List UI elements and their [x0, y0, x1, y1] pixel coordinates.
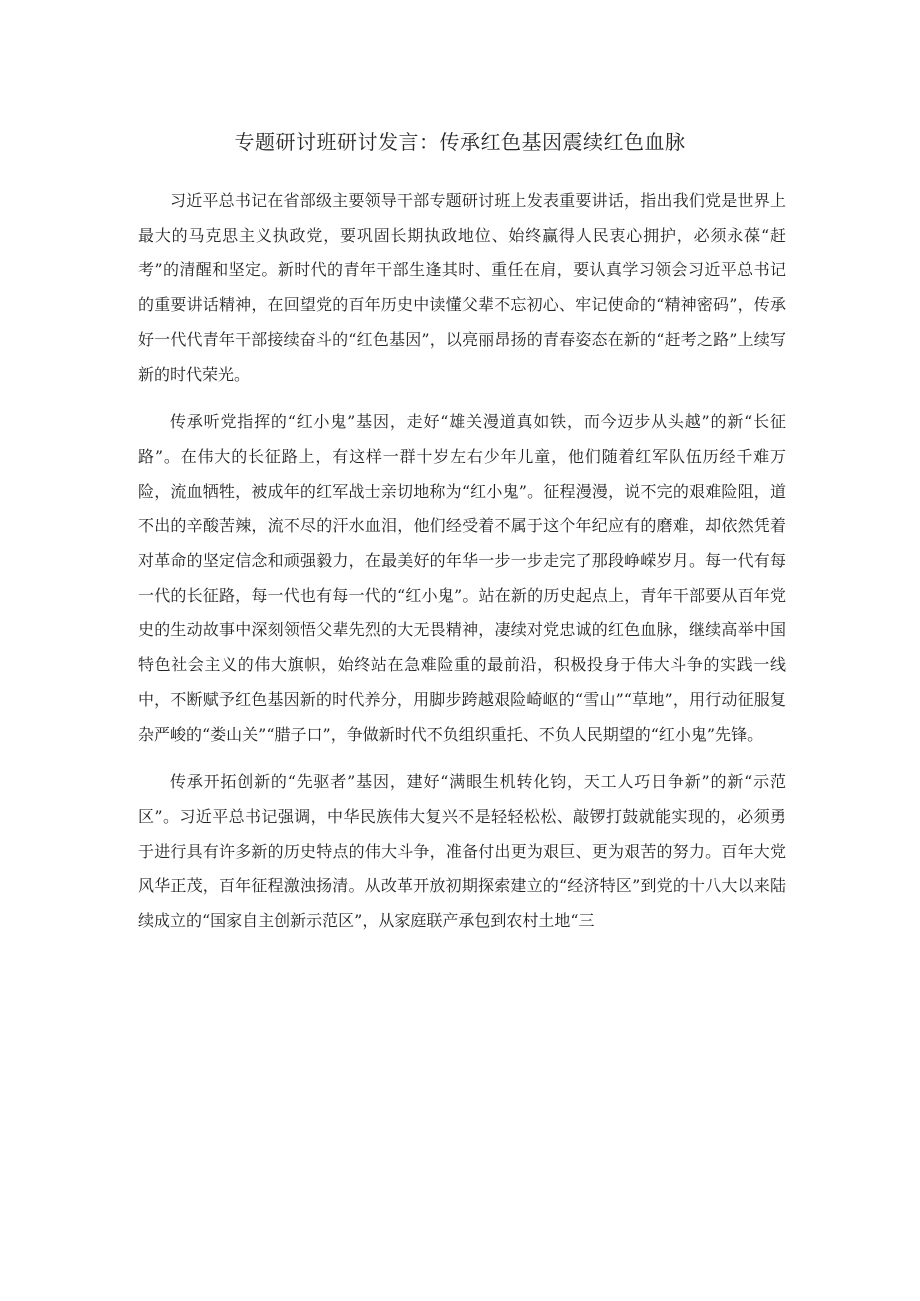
document-title: 专题研讨班研讨发言：传承红色基因震续红色血脉 [234, 130, 686, 154]
document-body [138, 184, 786, 939]
paragraph-red-little-devil: 传承听党指挥的“红小鬼”基因，走好“雄关漫道真如铁，而今迈步从头越”的新“长征路”。在伟大的长征路上，有这样一群十岁左右少年儿童，他们随着红军队伍历经千难万险，流血牺牲，被成年的红军战士亲切地称为“红小鬼”。征程漫漫，说不完的艰难险阻，道不出的辛酸苦辣，流不尽的汗水血泪，他们经受着不属于这个年纪应有的磨难，却依然凭着对革命的坚定信念和顽强毅力，在最美好的年华一步一步走完了那段峥嵘岁月。每一代有每一代的长征路，每一代也有每一代的“红小鬼”。站在新的历史起点上，青年干部要从百年党史的生动故事中深刻领悟父辈先烈的大无畏精神，凄续对党忠诚的红色血脉，继续高举中国特色社会主义的伟大旗帜，始终站在急难险重的最前沿，积极投身于伟大斗争的实践一线中，不断赋予红色基因新的时代养分，用脚步跨越艰险崎岖的“雪山”“草地”，用行动征服复杂严峻的“娄山关”“腊子口”，争做新时代不负组织重托、不负人民期望的“红小鬼”先锋。 [138, 412, 786, 744]
paragraph-pioneer: 传承开拓创新的“先驱者”基因，建好“满眼生机转化钧，天工人巧日争新”的新“示范区”。习近平总书记强调，中华民族伟大复兴不是轻轻松松、敲锣打鼓就能实现的，必须勇于进行具有许多新的历史特点的伟大斗争，准备付出更为艰巨、更为艰苦的努力。百年大党风华正茂，百年征程激浊扬清。从改革开放初期探索建立的“经济特区”到党的十八大以来陆续成立的“国家自主创新示范区”，从家庭联产承包到农村土地“三 [138, 772, 786, 931]
paragraph-intro: 习近平总书记在省部级主要领导干部专题研讨班上发表重要讲话，指出我们党是世界上最大的马克思主义执政党，要巩固长期执政地位、始终赢得人民衷心拥护，必须永葆“赶考”的清醒和坚定。新时代的青年干部生逢其时、重任在肩，要认真学习领会习近平总书记的重要讲话精神，在回望党的百年历史中读懂父辈不忘初心、牢记使命的“精神密码”，传承好一代代青年干部接续奋斗的“红色基因”，以亮丽昂扬的青春姿态在新的“赶考之路”上续写新的时代荣光。 [138, 191, 786, 384]
